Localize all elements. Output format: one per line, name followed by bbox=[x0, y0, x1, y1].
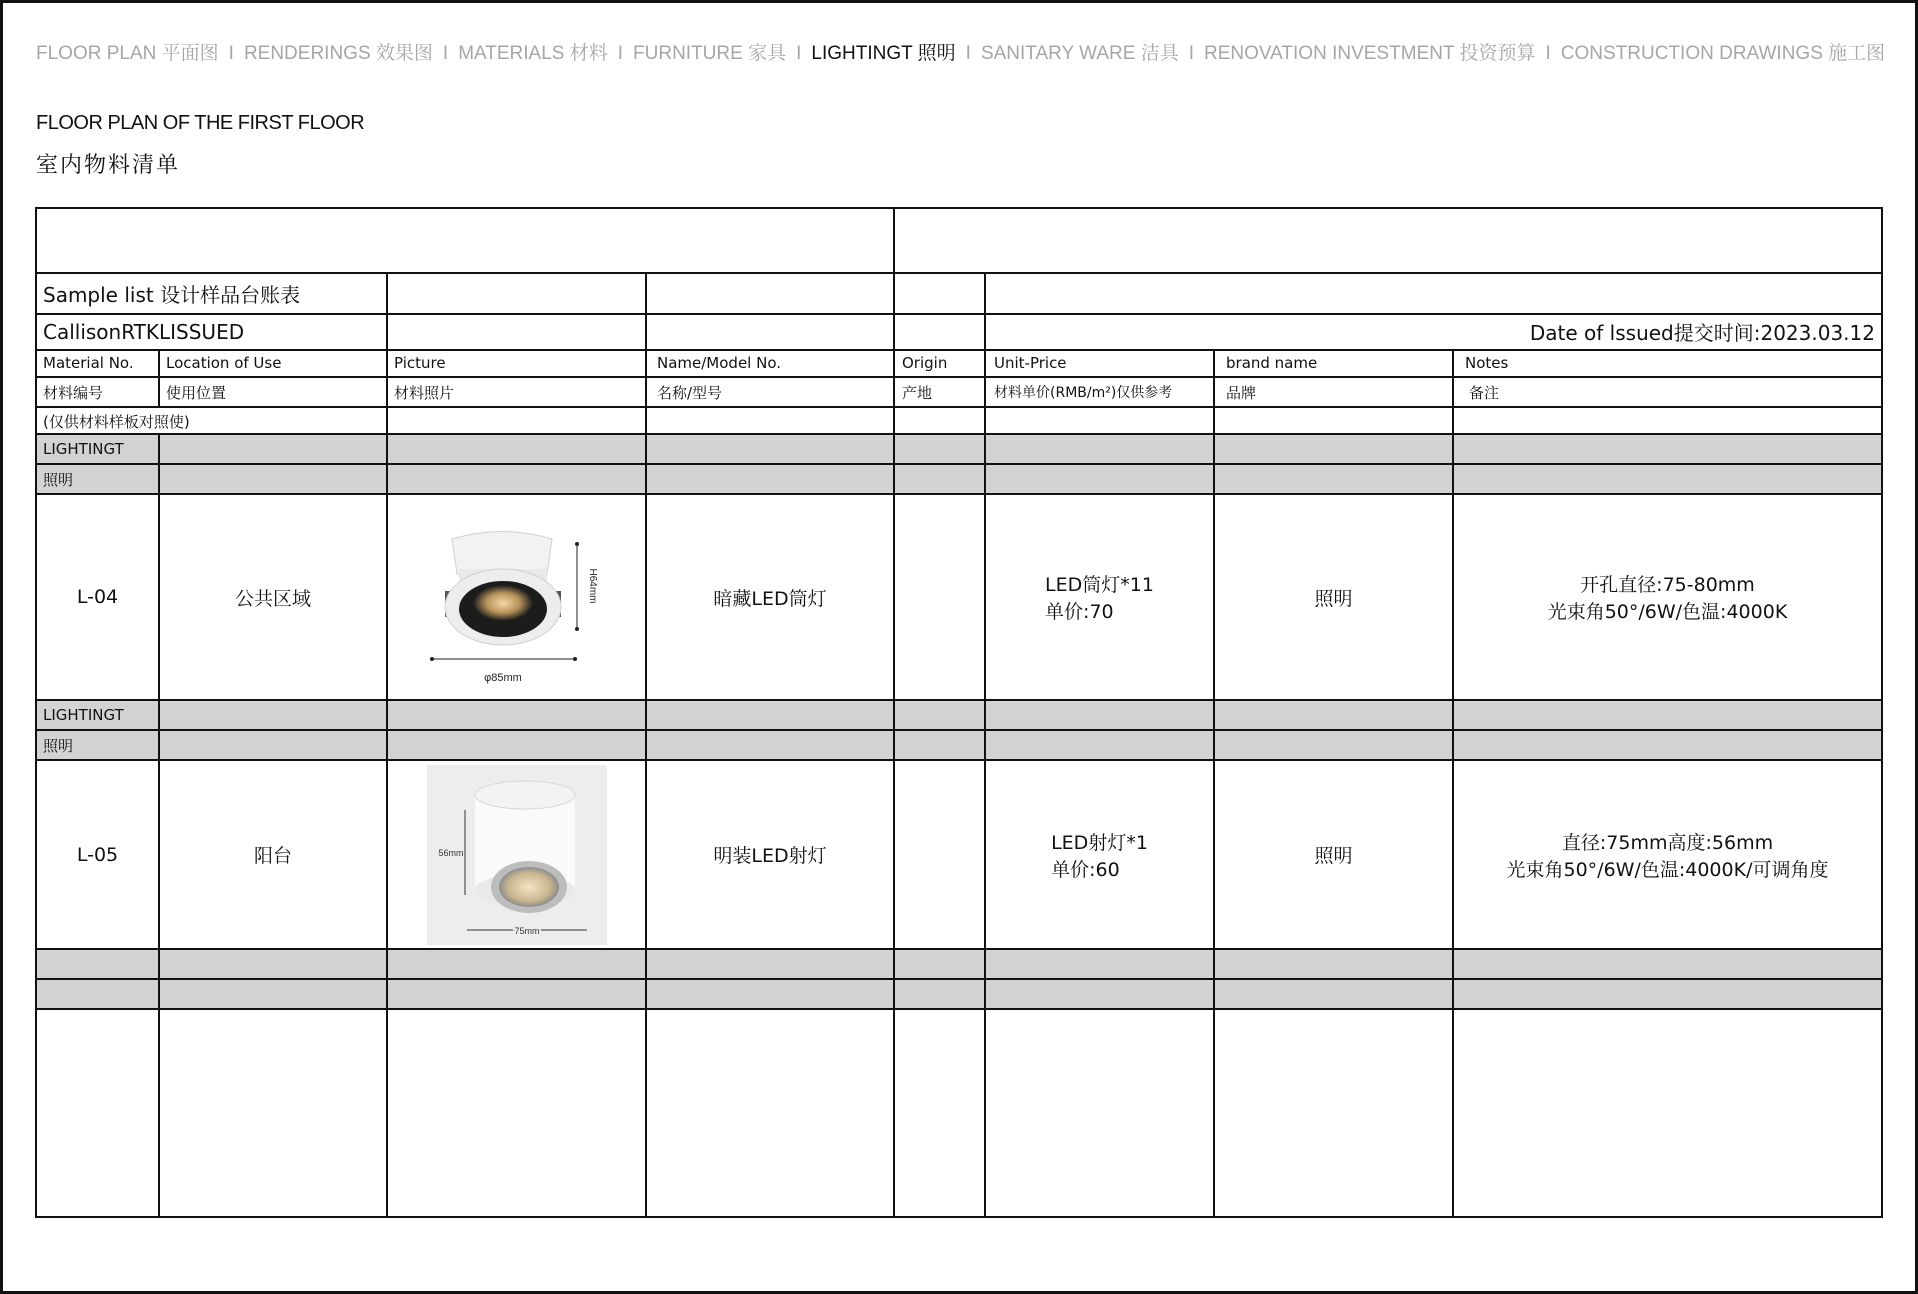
category-label-cn: 照明 bbox=[43, 470, 74, 489]
header-material-no: Material No. bbox=[43, 354, 134, 372]
nav-separator: I bbox=[965, 43, 971, 64]
nav-renovation-investment[interactable]: RENOVATION INVESTMENT 投资预算 bbox=[1204, 43, 1536, 64]
nav-floor-plan[interactable]: FLOOR PLAN 平面图 bbox=[36, 43, 219, 64]
nav-separator: I bbox=[1188, 43, 1194, 64]
dimension-diameter-label: φ85mm bbox=[484, 672, 522, 684]
nav-separator: I bbox=[228, 43, 234, 64]
item-location: 阳台 bbox=[253, 845, 292, 867]
page-title-cn: 室内物料清单 bbox=[36, 153, 181, 178]
item-origin bbox=[895, 761, 984, 948]
item-material-no: L-05 bbox=[76, 843, 119, 866]
nav-separator: I bbox=[1545, 43, 1551, 64]
nav-separator: I bbox=[442, 43, 449, 64]
category-row-shade bbox=[37, 701, 1881, 761]
header-cn-unit-price: 材料单价(RMB/m²)仅供参考 bbox=[994, 385, 1173, 401]
header-picture: Picture bbox=[394, 354, 446, 372]
downlight-image bbox=[397, 519, 637, 689]
header-cn-origin: 产地 bbox=[902, 383, 933, 402]
header-brand: brand name bbox=[1226, 354, 1318, 372]
header-cn-location: 使用位置 bbox=[166, 383, 227, 402]
category-label-cn: 照明 bbox=[43, 736, 74, 755]
item-origin bbox=[895, 495, 984, 699]
nav-separator: I bbox=[796, 43, 802, 64]
sample-list-table bbox=[35, 207, 1883, 1218]
dimension-diameter-label: 75mm bbox=[514, 926, 540, 936]
header-cn-picture: 材料照片 bbox=[394, 383, 455, 402]
item-notes: 开孔直径:75-80mm 光束角50°/6W/色温:4000K bbox=[1547, 574, 1788, 623]
header-cn-notes: 备注 bbox=[1469, 383, 1500, 402]
item-name: 暗藏LED筒灯 bbox=[713, 587, 827, 610]
date-issued: Date of lssued提交时间:2023.03.12 bbox=[1529, 321, 1875, 345]
item-material-no: L-04 bbox=[76, 586, 119, 608]
header-notes: Notes bbox=[1465, 354, 1509, 372]
nav-renderings[interactable]: RENDERINGS 效果图 bbox=[243, 43, 433, 64]
header-cn-name-model: 名称/型号 bbox=[657, 383, 723, 402]
item-unit-price: LED射灯*1 单价:60 bbox=[1051, 831, 1148, 881]
nav-separator: I bbox=[617, 43, 624, 64]
spotlight-image bbox=[427, 765, 607, 945]
header-cn-material-no: 材料编号 bbox=[43, 383, 104, 402]
item-notes: 直径:75mm高度:56mm 光束角50°/6W/色温:4000K/可调角度 bbox=[1506, 831, 1829, 881]
item-brand: 照明 bbox=[1314, 845, 1353, 867]
issuer-label: CallisonRTKLISSUED bbox=[43, 319, 245, 344]
header-origin: Origin bbox=[902, 354, 948, 372]
sample-list-title: Sample list 设计样品台账表 bbox=[43, 282, 301, 307]
page-title-en: FLOOR PLAN OF THE FIRST FLOOR bbox=[36, 112, 365, 134]
nav-materials[interactable]: MATERIALS 材料 bbox=[458, 43, 608, 64]
dimension-height-label: H64mm bbox=[587, 568, 598, 604]
item-brand: 照明 bbox=[1314, 587, 1353, 610]
header-cn-brand: 品牌 bbox=[1226, 383, 1257, 402]
dimension-height-label: 56mm bbox=[438, 848, 464, 858]
category-row-shade bbox=[37, 435, 1881, 495]
header-name-model: Name/Model No. bbox=[657, 354, 782, 372]
item-name: 明装LED射灯 bbox=[713, 845, 827, 867]
category-label-en: LIGHTINGT bbox=[43, 706, 124, 724]
header-location: Location of Use bbox=[166, 354, 282, 372]
category-label-en: LIGHTINGT bbox=[43, 440, 124, 458]
item-location: 公共区域 bbox=[234, 587, 311, 610]
header-unit-price: Unit-Price bbox=[994, 354, 1067, 372]
nav-furniture[interactable]: FURNITURE 家具 bbox=[633, 43, 787, 64]
item-unit-price: LED筒灯*11 单价:70 bbox=[1045, 574, 1154, 623]
nav-sanitary-ware[interactable]: SANITARY WARE 洁具 bbox=[980, 43, 1179, 64]
nav-lighting[interactable]: LIGHTINGT 照明 bbox=[811, 43, 956, 64]
note-row: (仅供材料样板对照使) bbox=[43, 412, 190, 431]
top-nav bbox=[36, 38, 1896, 66]
empty-row-shade bbox=[37, 950, 1881, 1010]
nav-construction-drawings[interactable]: CONSTRUCTION DRAWINGS 施工图 bbox=[1560, 43, 1886, 64]
